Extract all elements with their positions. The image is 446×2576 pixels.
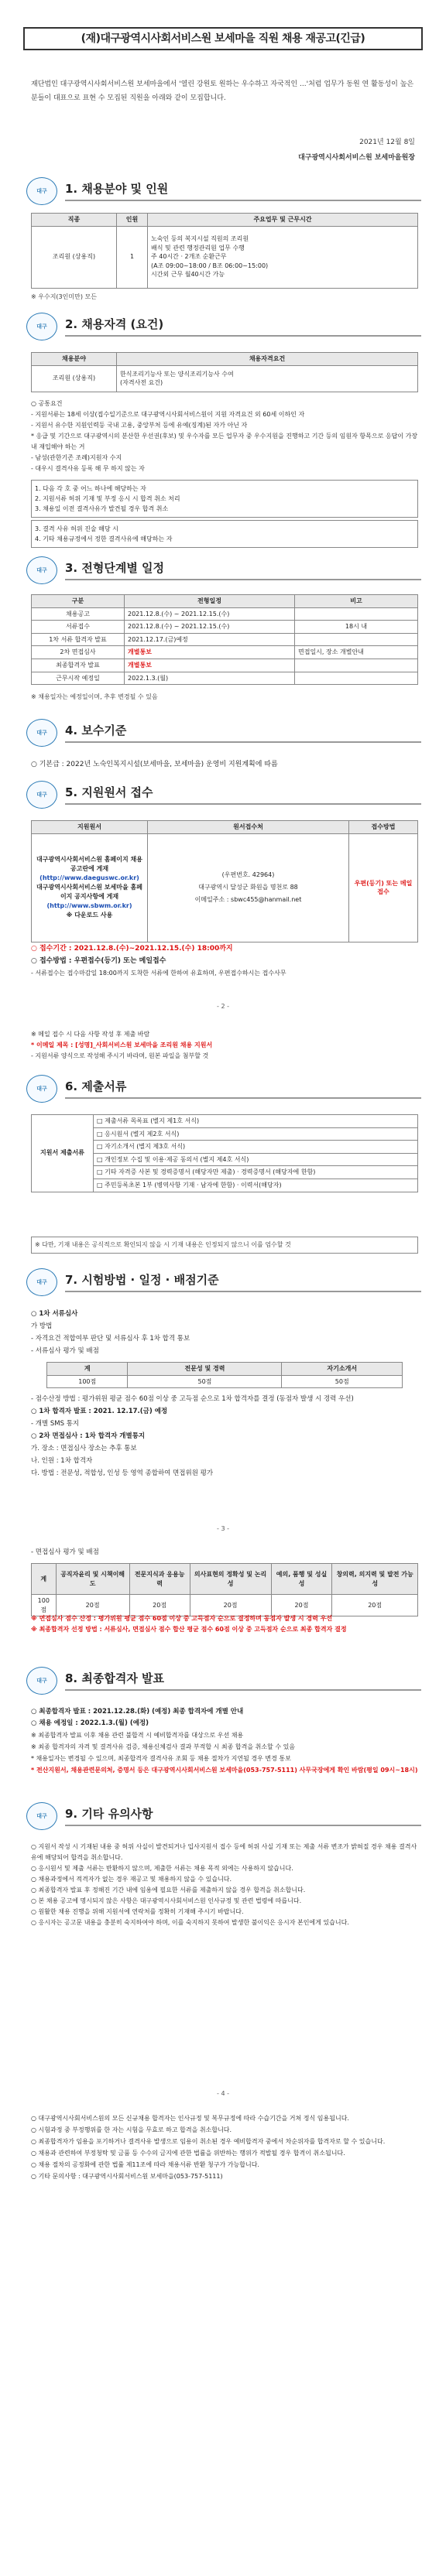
s1-job: 조리원 (상용직)	[32, 226, 117, 288]
org-logo-icon: 대구	[26, 781, 57, 809]
section-2-header: 대구 2. 채용자격 (요건)	[26, 310, 421, 344]
homepage-link[interactable]: (http://www.daeguswc.or.kr)	[39, 874, 139, 882]
org-logo-icon: 대구	[26, 1075, 57, 1103]
s6-table: 지원서 제출서류 □ 제출서류 목록표 (별지 제1호 서식) □ 응시원서 (별지 제2호 서식) □ 자기소개서 (별지 제3호 서식) □ 개인정보 수집 및 이용·제공 동의서 (별지 제4호 서식) □ 기타 자격증 사본 및 경력증명서 (해당자만 제출) · 경력증명서 (해당자에 한함) □ 주민등록초본 1부 (병역사항 기재 · 남자에 한함) · 이력서(해당자)	[31, 1114, 418, 1192]
homepage-link-2[interactable]: (http://www.sbwm.or.kr)	[46, 902, 132, 910]
s1-note: ※ 우수지(3인미만) 모든	[31, 293, 97, 300]
s7-interview-table: 계 공직자윤리 및 시책이해도 전문지식과 응용능력 의사표현의 정확성 및 논리성 예의, 품행 및 성실성 창의력, 의지력 및 발전 가능성 100점 20점 20점 20점 20점 20점	[31, 1563, 418, 1616]
notice-date: 2021년 12월 8일	[359, 139, 415, 146]
section-9-header: 대구 9. 기타 유의사항	[26, 1799, 421, 1833]
s3-table: 구분 전형일정 비고 채용공고 2021.12.8.(수) ~ 2021.12.15.(수) 서류접수 2021.12.8.(수) ~ 2021.12.15.(수) 18시 내 1차 서류 합격자 발표 2021.12.17.(금)예정 2차 면접심사 개별통보 면접일시, 장소 개별안내 최종합격자 발표 개별통보 근무시작 예정일 2022.1.3.(월)	[31, 594, 418, 685]
s2-common: ○ 공통요건 - 지원서류는 18세 이상(접수일기준으로 대구광역시사회서비스원이 지원 자격요건 외 60세 이하인 자 - 지원서 유수한 지원인력등 국내 고용, 중앙부처 등에 유예(징계)된 자가 아닌 자 * 응급 및 기간으로 대구광역시의 분산한 우선권(후보) 및 우수자를 모든 업무자 중 우수지원을 진행하고 기간 등의 임원자 항목으로 응답이 가장 내 재입해야 하는 거 - 남성(관한기존 조례)지원자 수지 - 대우시 결격사유 등록 해 무 하지 않는 자	[31, 400, 418, 472]
org-logo-icon: 대구	[26, 1268, 57, 1296]
org-logo-icon: 대구	[26, 177, 57, 205]
org-logo-icon: 대구	[26, 719, 57, 747]
s1-count: 1	[117, 226, 148, 288]
section-3-header: 대구 3. 전형단계별 일정	[26, 553, 421, 587]
section-7-header: 대구 7. 시험방법 · 일정 · 배점기준	[26, 1265, 421, 1299]
s2-disq-box: 1. 다음 각 호 중 어느 하나에 해당하는 자 2. 지원서류 허위 기재 및 부정 응시 시 합격 취소 처리 3. 채용일 이전 결격사유가 발견될 경우 합격 취소	[31, 480, 418, 518]
s9-more: ○ 대구광역시사회서비스원의 모든 신규채용 합격자는 인사규정 및 복무규정에 따라 수습기간을 거쳐 정식 임용됩니다. ○ 시험과정 중 부정행위를 한 자는 시험을 무효로 하고 합격을 취소합니다. ○ 최종합격자가 임용을 포기하거나 결격사유 발생으로 임용이 취소된 경우 예비합격자 중에서 차순위자를 합격자로 할 수 있습니다. ○ 채용과 관련하여 부정청탁 및 금품 등 수수의 금지에 관한 법률을 위반하는 행위가 적발될 경우 합격이 취소됩니다. ○ 채용 절차의 공정화에 관한 법률 제11조에 따라 채용서류 반환 청구가 가능합니다. ○ 기타 문의사항 : 대구광역시사회서비스원 보세마을(053-757-5111)	[31, 2115, 386, 2180]
s3-note: ※ 채용일자는 예정일이며, 추후 변경될 수 있음	[31, 693, 158, 700]
s6-note: ※ 다만, 기재 내용은 공식적으로 확인되지 않을 시 기재 내용은 인정되지 않으니 이를 엄수할 것	[31, 1237, 418, 1254]
s7-score-table: 계 전문성 및 경력 자기소개서 100점 50점 50점	[46, 1362, 403, 1388]
s9-list: ○ 지원서 작성 시 기재된 내용 중 허위 사실이 발견되거나 입사지원서 접수 등에 허위 사실 기재 또는 제출 서류 변조가 밝혀질 경우 채용 결격사유에 해당되어 합격을 취소합니다. ○ 응시원서 및 제출 서류는 반환하지 않으며, 제출한 서류는 채용 목적 외에는 사용하지 않습니다. ○ 채용과정에서 적격자가 없는 경우 재공고 및 채용하지 않을 수 있습니다. ○ 최종합격자 발표 후 정해진 기간 내에 임용에 필요한 서류를 제출하지 않을 경우 합격을 취소합니다. ○ 본 채용 공고에 명시되지 않은 사항은 대구광역시사회서비스원 인사규정 및 관련 법령에 따릅니다. ○ 원활한 채용 진행을 위해 지원서에 연락처를 정확히 기재해 주시기 바랍니다. ○ 응시자는 공고문 내용을 충분히 숙지하여야 하며, 이를 숙지하지 못하여 발생한 불이익은 응시자 본인에게 있습니다.	[31, 1843, 417, 1926]
s5-table: 지원원서 원서접수처 접수방법 대구광역시사회서비스원 홈페이지 채용공고란에 게재 (http://www.daeguswc.or.kr) 대구광역시사회서비스원 보세마을 홈페이지 공지사항에 게재 (http://www.sbwm.or.kr) ※ 다운로드 사용 (우편번호. 42964) 대구광역시 달성군 화원읍 명천로 88 이메일주소 : sbwc455@hanmail.net 우편(등기) 또는 메일접수	[31, 820, 418, 942]
intro-text: 재단법인 대구광역시사회서비스원 보세마을에서 '열린 강원토 원하는 우수하고 자국적인 ...'처럼 업무가 동원 연 활동성이 높은 분들이 대표으로 표현 수 모집된 직원을 아래와 같이 모집합니다.	[31, 80, 414, 102]
org-logo-icon: 대구	[26, 1667, 57, 1695]
section-1-header: 대구 1. 채용분야 및 인원	[26, 174, 421, 208]
page-title: (재)대구광역시사회서비스원 보세마을 직원 채용 재공고(긴급)	[23, 27, 423, 50]
section-4-header: 대구 4. 보수기준	[26, 716, 421, 750]
section-6-header: 대구 6. 제출서류	[26, 1072, 421, 1106]
org-logo-icon: 대구	[26, 556, 57, 584]
org-logo-icon: 대구	[26, 313, 57, 340]
s1-table: 직종 인원 주요업무 및 근무시간 조리원 (상용직) 1 노숙인 등의 복지시설 직원의 조리원 배식 및 관련 행정관리원 업무 수행 주 40시간 · 2개조 순환근무 (A조 09:00~18:00 / B조 06:00~15:00) 시간외 근무 월40시간 가능	[31, 213, 418, 289]
org-logo-icon: 대구	[26, 1802, 57, 1830]
s2-table: 채용분야 채용자격요건 조리원 (상용직) 한식조리기능사 또는 양식조리기능사 수여 (자격사전 요건)	[31, 352, 418, 392]
section-5-header: 대구 5. 지원원서 접수	[26, 778, 421, 812]
section-8-header: 대구 8. 최종합격자 발표	[26, 1664, 421, 1698]
s4-text: ○ 기본급 : 2022년 노숙인복지시설(보세마을, 보세마을) 운영비 지원계획에 따름	[31, 761, 278, 768]
notice-org: 대구광역시사회서비스원 보세마을원장	[298, 154, 415, 162]
email-link[interactable]: 이메일주소 : sbwc455@hanmail.net	[194, 896, 302, 904]
s2-disq-box2: 3. 결격 사유 허위 진술 해당 시 4. 기타 채용규정에서 정한 결격사유에 해당하는 자	[31, 520, 418, 548]
